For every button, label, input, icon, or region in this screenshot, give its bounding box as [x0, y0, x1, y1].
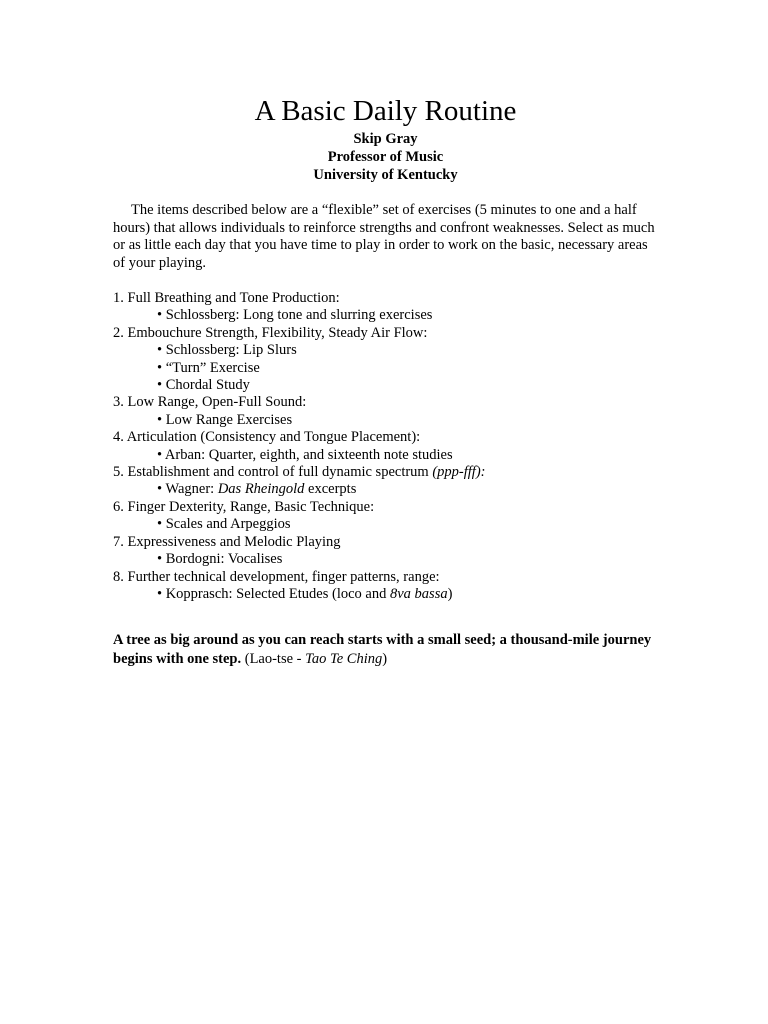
item-heading: 6. Finger Dexterity, Range, Basic Technique:	[113, 498, 375, 515]
item-sub: • “Turn” Exercise	[157, 359, 260, 376]
quote-source: Tao Te Ching	[305, 650, 383, 667]
item-sub: • Schlossberg: Long tone and slurring exercises	[157, 307, 433, 324]
document-page	[113, 92, 658, 668]
author-name: Skip Gray	[353, 131, 418, 147]
list-item	[113, 394, 658, 429]
item-sub: • Bordogni: Vocalises	[157, 551, 283, 568]
document-title: A Basic Daily Routine	[254, 95, 517, 127]
quote-attrib-prefix: (Lao-tse -	[241, 650, 306, 667]
item-sub: • Chordal Study	[157, 377, 250, 394]
item-sub: • Schlossberg: Lip Slurs	[157, 342, 297, 359]
item-sub-suffix: )	[447, 585, 453, 602]
list-item	[113, 499, 658, 534]
item-heading: 4. Articulation (Consistency and Tongue Placement):	[113, 429, 421, 446]
author-position: Professor of Music	[327, 149, 444, 165]
item-sub-prefix: • Wagner:	[157, 481, 218, 498]
author-institution: University of Kentucky	[313, 167, 458, 183]
item-sub-title: Das Rheingold	[217, 481, 305, 498]
list-item	[113, 429, 658, 464]
list-item	[113, 290, 658, 325]
item-sub-prefix: • Kopprasch: Selected Etudes (loco and	[157, 585, 390, 602]
item-heading: 2. Embouchure Strength, Flexibility, Steady Air Flow:	[113, 324, 428, 341]
list-item	[113, 325, 658, 395]
list-item	[113, 569, 658, 604]
item-heading: 1. Full Breathing and Tone Production:	[113, 290, 340, 306]
item-heading: 3. Low Range, Open-Full Sound:	[113, 394, 307, 411]
closing-quote	[113, 631, 658, 668]
quote-text: A tree as big around as you can reach starts with a small seed; a thousand-mile journey begins with one step.	[113, 632, 652, 667]
item-heading: 8. Further technical development, finger patterns, range:	[113, 568, 440, 585]
item-heading: 7. Expressiveness and Melodic Playing	[113, 533, 341, 550]
list-item	[113, 464, 658, 499]
list-item	[113, 534, 658, 569]
routine-list	[113, 290, 658, 603]
item-sub-suffix: excerpts	[304, 481, 357, 498]
intro-paragraph: The items described below are a “flexible” set of exercises (5 minutes to one and a half hours) that allows individuals to reinforce strengths and confront weaknesses. Select as much or as little each day that you have time to play in order to work on the basic, necessary areas of your playing.	[113, 202, 655, 271]
dynamic-range-text: (ppp-fff):	[432, 464, 486, 481]
item-sub	[113, 481, 658, 498]
quote-attrib-suffix: )	[382, 650, 388, 667]
item-heading	[113, 464, 658, 481]
item-sub-title: 8va bassa	[389, 585, 448, 602]
item-sub	[113, 586, 658, 603]
item-heading-text: 5. Establishment and control of full dynamic spectrum	[113, 464, 433, 481]
item-sub: • Arban: Quarter, eighth, and sixteenth note studies	[157, 446, 453, 463]
item-sub: • Scales and Arpeggios	[157, 516, 291, 533]
item-sub: • Low Range Exercises	[157, 411, 293, 428]
